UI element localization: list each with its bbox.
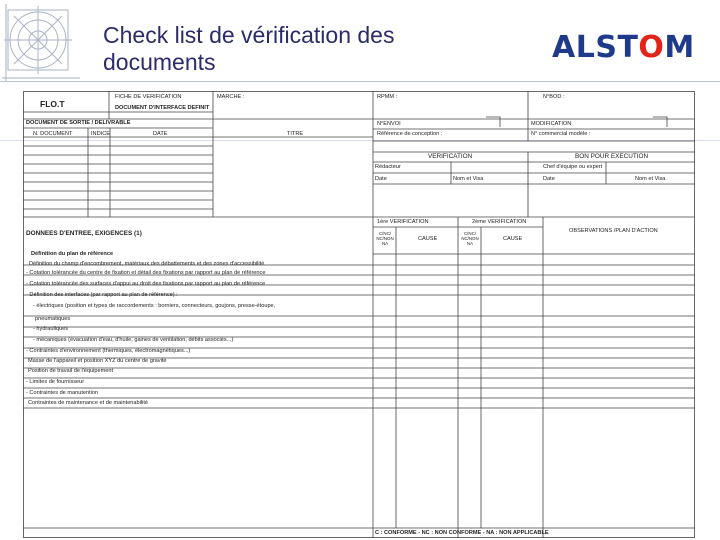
marche-label: MARCHE : [217, 94, 245, 100]
donnees-heading: DONNEES D'ENTREE, EXIGENCES (1) [26, 230, 142, 237]
nom-visa-verif-label: Nom et Visa [453, 176, 484, 182]
check-item: Contraintes de maintenance et de maintenabilité [28, 400, 149, 406]
verif1-status-subheading: C/NC/ NC/NON NA [376, 231, 394, 246]
verif2-cause-subheading: CAUSE [503, 236, 523, 242]
check-item: - Définition des interfaces (par rapport au plan de référence) : [26, 292, 178, 298]
verif2-status-subheading: C/NC/ NC/NON NA [461, 231, 479, 246]
brand-part-3: M [664, 30, 695, 65]
ref-cahier-label: Référence de conception : [377, 131, 443, 137]
check-item: pneumatiques [35, 316, 71, 322]
modification-label: MODIFICATION [531, 121, 572, 127]
verif2-heading: 2ème VERIFICATION [472, 219, 527, 225]
col-no-document: N. DOCUMENT [33, 131, 73, 137]
alstom-logo [552, 30, 695, 65]
check-item: - mécaniques (évacuation d'eau, d'huile, gaines de ventilation, débits associés...) [33, 337, 234, 343]
brand-part-2: O [638, 30, 665, 65]
verification-form [23, 91, 695, 538]
nom-visa-bon-label: Nom et Visa [635, 176, 666, 182]
date-bon-label: Date [543, 176, 555, 182]
check-item: - Contraintes d'environnement (thermiques, électromagnétiques...) [26, 348, 191, 354]
observations-heading: OBSERVATIONS /PLAN D'ACTION [569, 228, 658, 234]
rpmm-label: RPMM : [377, 94, 398, 100]
check-item: - Contraintes de manutention [26, 390, 99, 396]
bod-label: N°BOD : [543, 94, 565, 100]
check-item: Masse de l'appareil et position XYZ du centre de gravité [28, 358, 167, 364]
footer-legend: C : CONFORME - NC : NON CONFORME - NA : NON APPLICABLE [375, 530, 549, 536]
date-verif-label: Date [375, 176, 387, 182]
brand-part-1: ALST [552, 30, 639, 65]
chef-equipe-label: Chef d'équipe ou expert [543, 164, 603, 170]
check-item: - Limites de fournisseur [26, 379, 85, 385]
fiche-line-1: FICHE DE VERIFICATION [115, 94, 182, 100]
verification-heading: VERIFICATION [428, 153, 473, 160]
col-date: DATE [153, 131, 168, 137]
check-item: - hydrauliques [33, 326, 69, 332]
drawing-logo-icon [0, 0, 100, 84]
doc-sortie-label: DOCUMENT DE SORTIE / DELIVRABLE [26, 120, 131, 126]
col-indice: INDICE [91, 131, 110, 137]
ref-model-label: N° commercial modèle : [531, 131, 591, 137]
check-item: Définition du champ d'encombrement, matériaux des débattements et des zones d'accessibilité [29, 261, 265, 267]
col-titre: TITRE [287, 131, 304, 137]
verif1-heading: 1ère VERIFICATION [377, 219, 429, 225]
page-title [103, 22, 523, 76]
bon-pour-execution-heading: BON POUR EXECUTION [575, 153, 649, 160]
check-item: - électriques (position et types de raccordements : borniers, connecteurs, goujons, presse-étoupe, [33, 303, 276, 309]
check-item: Définition du plan de référence [31, 251, 114, 257]
title-line-1: Check list de vérification des [103, 22, 395, 48]
header-divider [0, 81, 720, 82]
redacteur-label: Rédacteur [375, 164, 401, 170]
check-item: Position de travail de l'équipement [28, 368, 114, 374]
fiche-line-2: DOCUMENT D'INTERFACE DEFINIT [115, 105, 210, 111]
title-line-2: documents [103, 49, 216, 75]
envoi-label: N°ENVOI [377, 121, 401, 127]
verif1-cause-subheading: CAUSE [418, 236, 438, 242]
check-item: - Cotation tolérancée des surfaces d'appui au droit des fixations par rapport au plan de référence [26, 281, 266, 287]
flot-label: FLO.T [40, 99, 65, 109]
check-item: - Cotation tolérancée du centre de fixation et détail des fixations par rapport au plan de référence [26, 270, 266, 276]
